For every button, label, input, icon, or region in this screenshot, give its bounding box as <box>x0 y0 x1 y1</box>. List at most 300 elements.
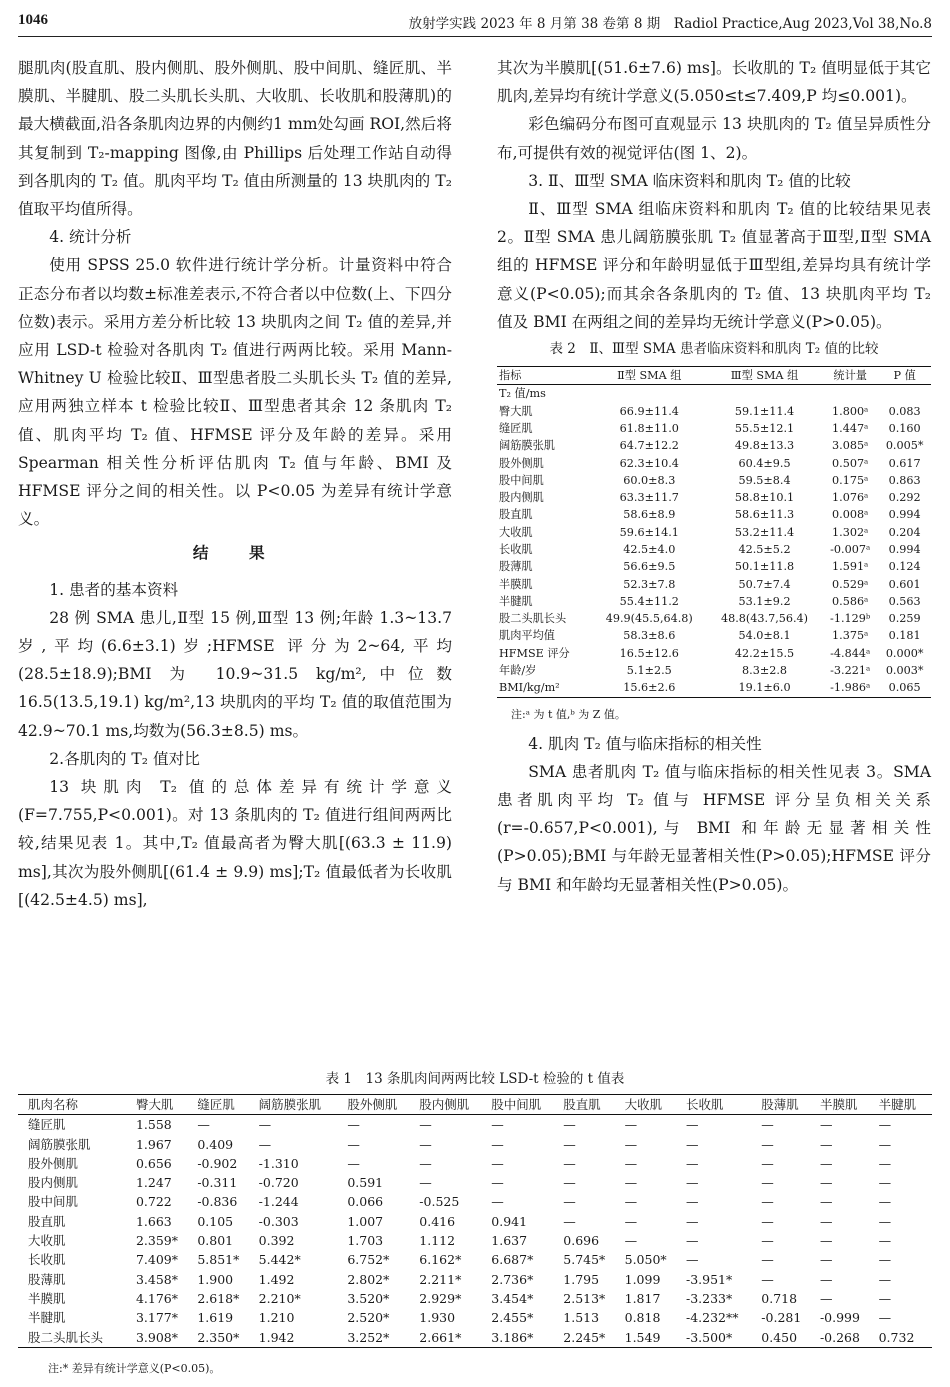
table2-cell: 5.1±2.5 <box>626 664 672 678</box>
table1-header-cell: 股内侧肌 <box>419 1097 470 1112</box>
table2-cell: 53.1±9.2 <box>738 594 791 608</box>
table1-cell: 3.458* <box>135 1271 178 1287</box>
table2-row <box>497 489 931 506</box>
table2-cell: 0.259 <box>888 612 921 626</box>
table1-cell: 1.007 <box>347 1213 384 1229</box>
journal-info: 放射学实践 2023 年 8 月第 38 卷第 8 期 Radiol Practice,Aug 2023,Vol 38,No.8 <box>408 16 932 32</box>
table1-cell: — <box>491 1194 504 1210</box>
table1-cell: -0.311 <box>197 1175 238 1191</box>
basic-info-paragraph: 28 例 SMA 患儿,Ⅱ型 15 例,Ⅲ型 13 例;年龄 1.3~13.7 岁,平均(6.6±3.1)岁;HFMSE 评分为2~64,平均(28.5±18.9);BMI 为 10.9~31.5 kg/m²,中位数 16.5(13.5,19.1) kg/m²,13 块肌肉的平均 T₂ 值的取值范围为 42.9~70.1 ms,均数为(56.3±8.5) ms。 <box>18 608 452 740</box>
table1-cell: 6.162* <box>419 1252 462 1268</box>
table2-cell: 0.003* <box>885 664 924 678</box>
table1-cell: 1.900 <box>197 1271 234 1287</box>
table1-cell: 2.802* <box>347 1271 390 1287</box>
table1-cell: 1.210 <box>258 1310 295 1326</box>
table2-cell <box>592 385 707 403</box>
table1-cell: -0.836 <box>197 1194 238 1210</box>
table1-cell: 7.409* <box>135 1252 178 1268</box>
table1-cell: — <box>685 1155 699 1171</box>
table2-cell: 52.3±7.8 <box>623 577 676 591</box>
table2-header-cell: 指标 <box>499 369 522 383</box>
table1-cell: — <box>878 1155 892 1171</box>
table1-cell: — <box>491 1175 504 1191</box>
color-map-paragraph: 彩色编码分布图可直观显示 13 块肌肉的 T₂ 值呈异质性分布,可提供有效的视觉评估(图 1、2)。 <box>497 115 931 162</box>
table1-cell: — <box>563 1194 576 1210</box>
table1-cell: -4.232** <box>685 1310 739 1326</box>
table1-header-cell: 缝匠肌 <box>197 1097 235 1112</box>
table1-header-row <box>18 1095 932 1115</box>
table1-cell: 0.722 <box>135 1194 172 1210</box>
table1-cell: — <box>624 1194 638 1210</box>
table1-cell: 3.186* <box>491 1329 534 1345</box>
table2-row <box>497 558 931 575</box>
table1-cell: — <box>761 1213 774 1229</box>
table1-cell: -1.244 <box>258 1194 299 1210</box>
table1-row <box>18 1231 932 1250</box>
table1-cell: 股薄肌 <box>28 1271 66 1287</box>
table1-cell: 0.696 <box>563 1233 600 1249</box>
table1-cell: — <box>819 1213 833 1229</box>
table1-cell: 0.392 <box>258 1233 295 1249</box>
table1-cell: — <box>624 1155 638 1171</box>
table2-cell: 1.302ᵃ <box>832 525 869 539</box>
table2-cell: -1.129ᵇ <box>830 612 871 626</box>
table2-cell <box>822 385 878 403</box>
table1-cell: — <box>419 1175 432 1191</box>
table1-cell: — <box>878 1213 892 1229</box>
table2-cell: -0.007ᵃ <box>830 543 871 556</box>
table2-row <box>497 437 931 454</box>
table1-cell: — <box>624 1175 638 1191</box>
table2-cell: 50.1±11.8 <box>734 560 795 574</box>
table1-cell: — <box>491 1155 504 1171</box>
table2-cell: 0.204 <box>888 525 921 539</box>
table2-cell: 0.601 <box>888 577 921 591</box>
table1-cell: 1.942 <box>258 1329 295 1345</box>
table1-cell: 5.745* <box>563 1252 606 1268</box>
table1-cell: — <box>563 1155 576 1171</box>
table2-cell: 股内侧肌 <box>499 491 544 505</box>
table2-cell: -4.844ᵃ <box>830 646 871 660</box>
table1-cell: — <box>685 1136 699 1152</box>
table1-cell: — <box>878 1290 892 1306</box>
table2-row <box>497 679 931 697</box>
table2-cell: 60.0±8.3 <box>623 473 676 487</box>
table1-cell: — <box>563 1117 576 1133</box>
table1-cell: 1.795 <box>563 1271 600 1287</box>
table1-cell: 股二头肌长头 <box>28 1329 104 1345</box>
table1-cell: — <box>685 1175 699 1191</box>
table2-cell: 1.800ᵃ <box>832 404 869 418</box>
table1-caption: 表 1 13 条肌肉间两两比较 LSD-t 检验的 t 值表 <box>325 1071 625 1087</box>
table1-cell: — <box>761 1155 774 1171</box>
table1-cell: -0.281 <box>761 1310 802 1326</box>
table2-cell: 1.375ᵃ <box>832 629 869 643</box>
table1-cell: — <box>819 1175 833 1191</box>
table2-cell: 肌肉平均值 <box>499 629 555 643</box>
table1-cell: — <box>624 1117 638 1133</box>
table2-cell: 15.6±2.6 <box>623 681 676 695</box>
table1-cell: — <box>624 1136 638 1152</box>
table2-cell: 0.994 <box>888 543 921 556</box>
table2-cell <box>707 385 822 403</box>
table2-cell: 0.181 <box>888 629 921 643</box>
table2-cell: 0.292 <box>888 491 921 505</box>
table1-cell: — <box>819 1271 833 1287</box>
table2-caption: 表 2 Ⅱ、Ⅲ型 SMA 患者临床资料和肌肉 T₂ 值的比较 <box>549 341 879 358</box>
table1-row <box>18 1192 932 1211</box>
table1-cell: 6.752* <box>347 1252 390 1268</box>
table1-cell: -0.999 <box>819 1310 860 1326</box>
table2-row <box>497 455 931 472</box>
table1-cell: 股内侧肌 <box>28 1175 79 1191</box>
table1-header-cell: 股中间肌 <box>491 1097 542 1112</box>
table1-row <box>18 1115 932 1135</box>
table1-cell: — <box>685 1194 699 1210</box>
table1-cell: 3.177* <box>135 1310 178 1326</box>
table1-cell: — <box>685 1252 699 1268</box>
table1-cell: -0.268 <box>819 1329 860 1345</box>
table2-row <box>497 627 931 644</box>
table2-cell: -3.221ᵃ <box>830 664 871 678</box>
table1 <box>18 1094 932 1348</box>
table1-cell: 0.591 <box>347 1175 384 1191</box>
table1-cell: -3.233* <box>685 1290 733 1306</box>
table1-row <box>18 1308 932 1327</box>
table2-cell: 缝匠肌 <box>499 421 533 435</box>
table1-header-cell: 股薄肌 <box>761 1097 799 1112</box>
table2-cell: 0.008ᵃ <box>832 508 869 522</box>
table1-cell: — <box>563 1136 576 1152</box>
table1-header-cell: 半膜肌 <box>819 1097 858 1112</box>
table1-cell: — <box>197 1117 210 1133</box>
table1-cell: — <box>419 1155 432 1171</box>
table2-cell: 0.507ᵃ <box>832 456 869 470</box>
stats-paragraph: 使用 SPSS 25.0 软件进行统计学分析。计量资料中符合正态分布者以均数±标准差表示,不符合者以中位数(上、下四分位数)表示。采用方差分析比较 13 块肌肉之间 T₂ 值的差异,并应用 LSD-t 检验对各肌肉 T₂ 值进行两两比较。采用 Mann-Whitney U 检验比较Ⅱ、Ⅲ型患者股二头肌长头 T₂ 值的差异,应用两独立样本 t 检验比较Ⅱ、Ⅲ型患者其余 12 条肌肉 T₂ 值、肌肉平均 T₂ 值、HFMSE 评分及年龄的差异。采用 Spearman 相关性分析评估肌肉 T₂ 值与年龄、BMI 及 HFMSE 评分之间的相关性。以 P<0.05 为差异有统计学意义。 <box>18 256 452 529</box>
table2-cell: 59.5±8.4 <box>738 473 791 487</box>
table2-cell: 股薄肌 <box>499 560 533 574</box>
table1-cell: 4.176* <box>135 1290 178 1306</box>
table2-header-cell: 统计量 <box>833 369 867 383</box>
table1-cell: 2.210* <box>258 1290 301 1306</box>
table2-header-cell: Ⅲ型 SMA 组 <box>730 369 799 383</box>
table2-cell: 0.617 <box>888 456 921 470</box>
table2-row <box>497 385 931 403</box>
table2-cell: 1.591ᵃ <box>832 560 869 574</box>
table1-cell: — <box>761 1136 774 1152</box>
table1-cell: 3.454* <box>491 1290 534 1306</box>
table2-row <box>497 610 931 627</box>
table2-cell: 0.994 <box>888 508 921 522</box>
table2-cell: HFMSE 评分 <box>499 646 570 660</box>
table1-cell: 1.967 <box>135 1136 172 1152</box>
table1-cell: — <box>819 1290 833 1306</box>
table1-cell: 3.908* <box>135 1329 178 1345</box>
table1-row <box>18 1212 932 1231</box>
t2-compare-heading: 2.各肌肉的 T₂ 值对比 <box>49 749 200 768</box>
table1-cell: — <box>761 1271 774 1287</box>
table2-row <box>497 403 931 420</box>
table2-cell: 42.2±15.5 <box>734 646 795 660</box>
table2-cell: 股直肌 <box>499 508 533 522</box>
table1-cell: 2.245* <box>563 1329 606 1345</box>
table1-cell: — <box>258 1136 272 1152</box>
table1-row <box>18 1270 932 1289</box>
table1-cell: -0.303 <box>258 1213 299 1229</box>
table1-cell: 大收肌 <box>28 1233 66 1249</box>
table2-cell: 50.7±7.4 <box>738 577 791 591</box>
right-column <box>497 54 931 899</box>
table1-header-cell: 半腱肌 <box>878 1097 917 1112</box>
table1-cell: — <box>819 1252 833 1268</box>
clinical-compare-paragraph: Ⅱ、Ⅲ型 SMA 组临床资料和肌肉 T₂ 值的比较结果见表 2。Ⅱ型 SMA 患儿阔筋膜张肌 T₂ 值显著高于Ⅲ型,Ⅱ型 SMA 组的 HFMSE 评分和年龄明显低于Ⅲ型组,差异均具有统计学意义(P<0.05);而其余各条肌肉的 T₂ 值、13 块肌肉平均 T₂ 值及 BMI 在两组之间的差异均无统计学意义(P>0.05)。 <box>497 200 931 331</box>
table1-cell: -1.310 <box>258 1155 299 1171</box>
table1-cell: 股中间肌 <box>28 1194 79 1210</box>
table1-cell: 长收肌 <box>28 1252 66 1268</box>
table1-cell: 2.929* <box>419 1290 462 1306</box>
table1-header-cell: 大收肌 <box>624 1097 663 1112</box>
table2-cell: 53.2±11.4 <box>734 525 795 539</box>
table1-cell: — <box>819 1233 833 1249</box>
table1-cell: 0.450 <box>761 1329 798 1345</box>
table1-cell: 3.252* <box>347 1329 390 1345</box>
stats-heading: 4. 统计分析 <box>49 228 132 247</box>
table1-cell: 6.687* <box>491 1252 534 1268</box>
table1-cell: -3.500* <box>685 1329 733 1345</box>
table1-cell: — <box>878 1136 892 1152</box>
table1-cell: -3.951* <box>685 1271 733 1287</box>
table1-cell: 0.066 <box>347 1194 384 1210</box>
table1-cell: 2.455* <box>491 1310 534 1326</box>
table1-cell: — <box>878 1175 892 1191</box>
table2-cell: 大收肌 <box>499 525 533 539</box>
table1-cell: — <box>419 1136 432 1152</box>
methods-roi-paragraph: 腿肌肉(股直肌、股内侧肌、股外侧肌、股中间肌、缝匠肌、半膜肌、半腱肌、股二头肌长头肌、大收肌、长收肌和股薄肌)的最大横截面,沿各条肌肉边界的内侧约1 mm处勾画 ROI,然后将其复制到 T₂-mapping 图像,由 Phillips 后处理工作站自动得到各肌肉的 T₂ 值。肌肉平均 T₂ 值由所测量的 13 块肌肉的 T₂ 值取平均值所得。 <box>18 59 452 219</box>
table1-cell: — <box>761 1194 774 1210</box>
table1-cell: 0.105 <box>197 1213 234 1229</box>
table2-cell: 0.529ᵃ <box>832 577 869 591</box>
table1-cell: 2.513* <box>563 1290 606 1306</box>
table1-cell: 0.416 <box>419 1213 456 1229</box>
table1-cell: — <box>347 1155 360 1171</box>
table1-row <box>18 1135 932 1154</box>
correlation-heading: 4. 肌肉 T₂ 值与临床指标的相关性 <box>528 734 762 753</box>
table1-cell: — <box>761 1117 774 1133</box>
table2-cell: 58.6±11.3 <box>734 508 795 522</box>
table2-cell: 42.5±4.0 <box>623 543 676 556</box>
table1-cell: 0.818 <box>624 1310 661 1326</box>
table2-cell: 60.4±9.5 <box>738 456 791 470</box>
table2-cell: 64.7±12.2 <box>619 439 679 453</box>
table1-cell: 1.558 <box>135 1117 172 1133</box>
table2-cell: 0.005* <box>885 439 924 453</box>
table2-header-cell: P 值 <box>893 369 916 383</box>
table1-cell: 1.112 <box>419 1233 456 1249</box>
table1-header-cell: 臀大肌 <box>135 1097 174 1112</box>
table1-cell: — <box>419 1117 432 1133</box>
table2-cell: 0.083 <box>888 404 921 418</box>
table1-cell: — <box>878 1194 892 1210</box>
table2-header-row <box>497 367 931 385</box>
table1-row <box>18 1173 932 1192</box>
table2-cell: 19.1±6.0 <box>738 681 791 695</box>
table2-cell: 0.160 <box>888 421 921 435</box>
table1-cell: — <box>685 1213 699 1229</box>
table2-cell: 56.6±9.5 <box>623 560 676 574</box>
table2-row <box>497 472 931 489</box>
table1-cell: -0.720 <box>258 1175 299 1191</box>
table2-cell: 3.085ᵃ <box>832 439 869 453</box>
table2-row <box>497 576 931 593</box>
table2-cell: 半腱肌 <box>499 594 533 608</box>
table1-cell: — <box>347 1136 360 1152</box>
table1-cell: — <box>819 1117 833 1133</box>
table1-cell: — <box>624 1213 638 1229</box>
table1-cell: 2.211* <box>419 1271 462 1287</box>
table1-header-cell: 股直肌 <box>563 1097 601 1112</box>
table1-cell: — <box>878 1271 892 1287</box>
table2-cell: 61.8±11.0 <box>619 421 679 435</box>
table1-cell: — <box>819 1194 833 1210</box>
table1-cell: 1.619 <box>197 1310 234 1326</box>
table2-cell: 股中间肌 <box>499 473 544 487</box>
table2-row <box>497 506 931 523</box>
table1-row <box>18 1154 932 1173</box>
table1-cell: — <box>491 1136 504 1152</box>
table1-cell: — <box>878 1252 892 1268</box>
table1-cell: — <box>685 1233 699 1249</box>
table2-header-cell: Ⅱ型 SMA 组 <box>617 369 682 383</box>
clinical-compare-heading: 3. Ⅱ、Ⅲ型 SMA 临床资料和肌肉 T₂ 值的比较 <box>528 171 851 190</box>
table2-row <box>497 593 931 610</box>
table1-cell: — <box>761 1175 774 1191</box>
table1-cell: — <box>685 1117 699 1133</box>
table1-cell: 1.817 <box>624 1290 661 1306</box>
table1-cell: 1.549 <box>624 1329 661 1345</box>
table1-cell: 1.703 <box>347 1233 384 1249</box>
table1-cell: — <box>761 1233 774 1249</box>
table2-cell: 阔筋膜张肌 <box>499 439 555 453</box>
table2-cell: 0.175ᵃ <box>832 473 869 487</box>
table2-cell: 58.6±8.9 <box>623 508 676 522</box>
table1-cell: — <box>347 1117 360 1133</box>
t2-compare-paragraph: 13 块肌肉 T₂ 值的总体差异有统计学意义(F=7.755,P<0.001)。对 13 条肌肉的 T₂ 值进行组间两两比较,结果见表 1。其中,T₂ 值最高者为臀大肌[(63.3 ± 11.9) ms],其次为股外侧肌[(61.4 ± 9.9) ms];T₂ 值最低者为长收肌[(42.5±4.5) ms], <box>18 778 452 909</box>
table1-header-cell: 长收肌 <box>685 1097 724 1112</box>
table1-cell: — <box>878 1117 892 1133</box>
table2-cell: 66.9±11.4 <box>619 404 679 418</box>
table2-cell: 0.000* <box>885 646 924 660</box>
table1-cell: 5.851* <box>197 1252 240 1268</box>
table2-cell: 股外侧肌 <box>499 456 544 470</box>
table2-cell: 49.8±13.3 <box>734 439 795 453</box>
table2-cell: 62.3±10.4 <box>619 456 679 470</box>
table2 <box>497 366 931 698</box>
table2-cell: 59.1±11.4 <box>734 404 795 418</box>
table2-row <box>497 645 931 662</box>
table1-cell: — <box>878 1310 892 1326</box>
table1-cell: 缝匠肌 <box>28 1117 66 1133</box>
table2-cell: 63.3±11.7 <box>619 491 679 505</box>
continuation-paragraph: 其次为半膜肌[(51.6±7.6) ms]。长收肌的 T₂ 值明显低于其它肌肉,差异均有统计学意义(5.050≤t≤7.409,P 均≤0.001)。 <box>497 59 931 106</box>
table1-cell: 1.663 <box>135 1213 172 1229</box>
table1-cell: 2.618* <box>197 1290 240 1306</box>
table1-cell: — <box>563 1175 576 1191</box>
table1-cell: 5.442* <box>258 1252 301 1268</box>
table2-cell: 臀大肌 <box>499 404 533 418</box>
table2-cell: 长收肌 <box>499 543 533 556</box>
table1-header-cell: 股外侧肌 <box>347 1097 398 1112</box>
table2-cell: 年龄/岁 <box>499 664 537 678</box>
table1-note: 注:* 差异有统计学意义(P<0.05)。 <box>48 1361 221 1375</box>
table1-header-cell: 阔筋膜张肌 <box>258 1097 322 1112</box>
table1-cell: 阔筋膜张肌 <box>28 1136 91 1152</box>
table1-cell: 半膜肌 <box>28 1290 66 1306</box>
table2-cell: 1.076ᵃ <box>832 491 869 505</box>
table1-cell: 1.247 <box>135 1175 172 1191</box>
table2-cell: 48.8(43.7,56.4) <box>721 612 809 626</box>
table1-cell: — <box>258 1117 272 1133</box>
table2-row <box>497 524 931 541</box>
table2-cell: 16.5±12.6 <box>619 646 679 660</box>
table2-cell: 55.4±11.2 <box>619 594 679 608</box>
table1-cell: 1.637 <box>491 1233 528 1249</box>
page-number: 1046 <box>18 12 48 28</box>
table1-row <box>18 1250 932 1269</box>
table1-row <box>18 1328 932 1348</box>
table1-cell: 2.661* <box>419 1329 462 1345</box>
correlation-paragraph: SMA 患者肌肉 T₂ 值与临床指标的相关性见表 3。SMA 患者肌肉平均 T₂ 值与 HFMSE 评分呈负相关关系(r=-0.657,P<0.001),与 BMI 和年龄无显著相关性(P>0.05);BMI 与年龄无显著相关性(P>0.05);HFMSE 评分与 BMI 和年龄均无显著相关性(P>0.05)。 <box>497 762 931 894</box>
table1-cell: 2.350* <box>197 1329 240 1345</box>
table1-header-cell: 肌肉名称 <box>28 1097 79 1112</box>
table2-cell: 股二头肌长头 <box>499 612 567 626</box>
table1-cell: — <box>819 1136 833 1152</box>
table1-cell: 1.099 <box>624 1271 661 1287</box>
table1-cell: 股直肌 <box>28 1213 66 1229</box>
table1-cell: 3.520* <box>347 1290 390 1306</box>
table2-cell: 0.065 <box>888 681 921 695</box>
table1-cell: 1.930 <box>419 1310 456 1326</box>
table2-cell: T₂ 值/ms <box>499 387 546 401</box>
table1-cell: 0.941 <box>491 1213 528 1229</box>
table1-cell: 0.732 <box>878 1329 915 1345</box>
table1-cell: 股外侧肌 <box>28 1155 79 1171</box>
left-column <box>18 54 452 914</box>
results-section-title: 结 果 <box>192 543 278 563</box>
table2-note: 注:ᵃ 为 t 值,ᵇ 为 Z 值。 <box>511 707 626 721</box>
table1-cell: — <box>624 1233 638 1249</box>
table1-cell: 2.736* <box>491 1271 534 1287</box>
table1-cell: — <box>563 1213 576 1229</box>
table1-cell: 0.656 <box>135 1155 172 1171</box>
table1-cell: — <box>491 1117 504 1133</box>
table2-cell: 58.3±8.6 <box>623 629 676 643</box>
table1-cell: 0.801 <box>197 1233 234 1249</box>
table2-cell: 0.863 <box>888 473 921 487</box>
table1-cell: 2.359* <box>135 1233 178 1249</box>
table1-cell: -0.902 <box>197 1155 238 1171</box>
table2-cell: 59.6±14.1 <box>619 525 679 539</box>
table2-cell: 0.586ᵃ <box>832 594 869 608</box>
table2-cell: BMI/kg/m² <box>499 681 560 695</box>
running-header <box>18 12 932 34</box>
table2-cell: -1.986ᵃ <box>830 681 871 695</box>
table1-cell: — <box>878 1233 892 1249</box>
table2-cell <box>878 385 931 403</box>
table2-cell: 0.563 <box>888 594 921 608</box>
table1-cell: 0.718 <box>761 1290 798 1306</box>
table1-block <box>18 1066 932 1384</box>
table1-cell: — <box>761 1252 774 1268</box>
